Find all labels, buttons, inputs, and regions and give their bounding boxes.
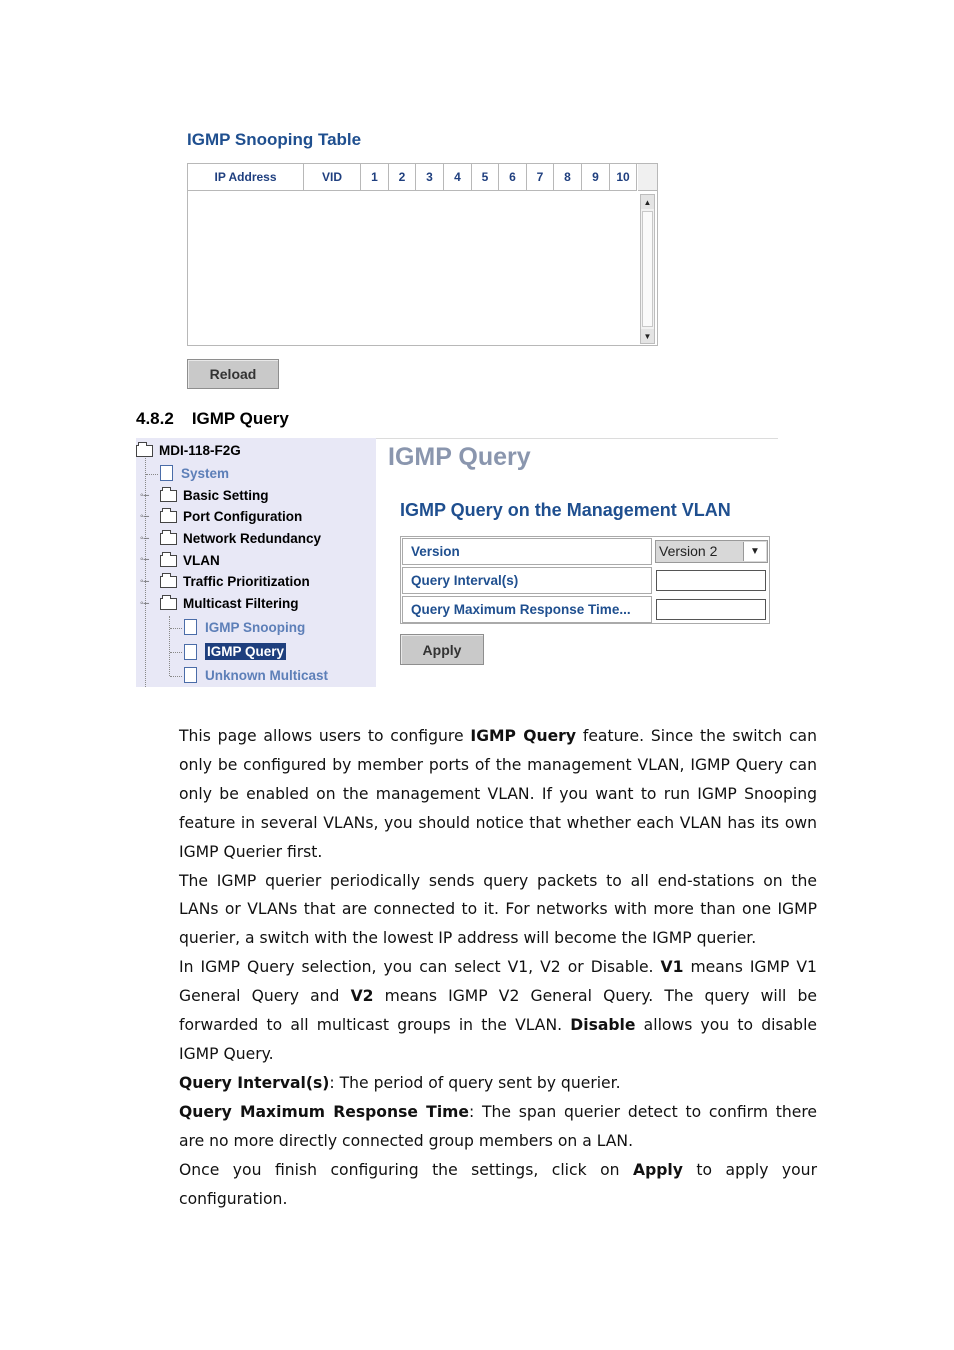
tree-item-label: Traffic Prioritization xyxy=(183,574,310,589)
column-port-8: 8 xyxy=(554,164,582,191)
tree-item-igmp-snooping[interactable] xyxy=(184,619,305,635)
chevron-down-icon[interactable]: ▼ xyxy=(743,542,766,561)
tree-item-unknown-multicast[interactable] xyxy=(184,667,328,683)
tree-item-igmp-query[interactable] xyxy=(184,643,286,660)
folder-icon xyxy=(160,533,177,545)
vertical-scrollbar[interactable] xyxy=(640,194,655,344)
paragraph-apply xyxy=(179,1156,817,1214)
text-run: : The period of query sent by querier. xyxy=(329,1073,621,1092)
page-icon xyxy=(184,644,197,660)
tree-item-basic-setting[interactable] xyxy=(160,488,269,503)
text-run: : The span querier detect to confirm there are no more directly connected group members on a LAN. xyxy=(179,1102,818,1150)
expand-icon[interactable]: ◦– xyxy=(140,490,150,501)
folder-icon xyxy=(160,576,177,588)
tree-item-label: Unknown Multicast xyxy=(205,667,329,683)
interval-row xyxy=(402,567,768,594)
snooping-table-header xyxy=(188,164,637,191)
query-form xyxy=(400,536,770,624)
max-response-label: Query Maximum Response Time... xyxy=(402,596,652,623)
bold-text: Apply xyxy=(633,1160,683,1179)
bold-text: V2 xyxy=(350,987,374,1006)
bold-text: V1 xyxy=(660,958,684,977)
page-icon xyxy=(160,465,173,481)
bold-text: Query Interval(s) xyxy=(179,1073,330,1092)
folder-icon xyxy=(160,511,177,523)
text-run: allows you to disable IGMP Query. xyxy=(179,1016,817,1063)
version-select-value: Version 2 xyxy=(659,543,718,559)
header-filler xyxy=(638,164,657,191)
tree-item-label: Network Redundancy xyxy=(183,531,322,546)
text-run: to apply your configuration. xyxy=(179,1160,817,1208)
expand-icon[interactable]: ◦– xyxy=(140,511,150,522)
page-title: IGMP Query xyxy=(388,443,531,471)
snooping-table-title: IGMP Snooping Table xyxy=(187,130,362,149)
column-port-2: 2 xyxy=(389,164,416,191)
page-icon xyxy=(184,619,197,635)
folder-icon xyxy=(160,555,177,567)
tree-item-label: IGMP Snooping xyxy=(205,619,306,635)
text-run: This page allows users to configure xyxy=(179,727,471,745)
collapse-icon[interactable]: ◦– xyxy=(140,598,150,609)
text-run: Once you finish configuring the settings, click on xyxy=(179,1160,633,1179)
paragraph-interval xyxy=(179,1069,817,1098)
section-number: 4.8.2 xyxy=(136,409,174,428)
column-port-4: 4 xyxy=(444,164,472,191)
tree-item-vlan[interactable] xyxy=(160,553,220,568)
scroll-up-icon[interactable]: ▲ xyxy=(641,195,654,209)
folder-icon xyxy=(136,445,153,457)
bold-text: Disable xyxy=(570,1016,636,1035)
paragraph-intro xyxy=(179,722,817,867)
column-port-1: 1 xyxy=(361,164,389,191)
section-title: IGMP Query xyxy=(191,409,289,428)
text-run: feature. Since the switch can only be configured by member ports of the management VLAN, IGMP Query can only be enabled on the management VLAN. If you want to run IGMP Snooping feature in several VLANs, you should notice that whether each VLAN has its own IGMP Querier first. xyxy=(179,727,817,861)
tree-item-system[interactable] xyxy=(160,465,229,481)
navigation-tree xyxy=(136,438,376,687)
bold-text: IGMP Query xyxy=(470,727,577,745)
tree-item-label: VLAN xyxy=(183,553,220,568)
version-select[interactable] xyxy=(655,540,768,563)
snooping-table xyxy=(187,163,658,346)
bold-text: Query Maximum Response Time xyxy=(179,1102,469,1121)
column-port-3: 3 xyxy=(416,164,444,191)
paragraph-selection xyxy=(179,953,817,1069)
tree-item-network-redundancy[interactable] xyxy=(160,531,321,546)
tree-item-label: IGMP Query xyxy=(207,644,285,659)
expand-icon[interactable]: ◦– xyxy=(140,554,150,565)
text-run: means IGMP V2 General Query. The query will be forwarded to all multicast groups in the VLAN. xyxy=(179,987,817,1035)
scroll-thumb[interactable] xyxy=(642,211,653,327)
tree-item-traffic-prioritization[interactable] xyxy=(160,574,310,589)
tree-item-label: System xyxy=(181,465,230,481)
paragraph-querier: The IGMP querier periodically sends query packets to all end-stations on the LANs or VLANs that are connected to it. For networks with more than one IGMP querier, a switch with the lowest IP address will become the IGMP querier. xyxy=(179,871,817,948)
tree-item-label: Multicast Filtering xyxy=(183,596,299,611)
query-subtitle: IGMP Query on the Management VLAN xyxy=(400,500,731,520)
column-port-9: 9 xyxy=(582,164,610,191)
column-port-6: 6 xyxy=(499,164,527,191)
body-text xyxy=(179,722,817,1213)
tree-root[interactable] xyxy=(136,443,241,458)
folder-icon xyxy=(160,490,177,502)
version-row xyxy=(402,538,768,565)
tree-item-label: Basic Setting xyxy=(183,488,269,503)
tree-item-port-configuration[interactable] xyxy=(160,509,302,524)
expand-icon[interactable]: ◦– xyxy=(140,533,150,544)
text-run: In IGMP Query selection, you can select V1, V2 or Disable. xyxy=(179,958,661,977)
column-ip-address: IP Address xyxy=(188,164,304,191)
expand-icon[interactable]: ◦– xyxy=(140,576,150,587)
folder-open-icon xyxy=(160,598,177,610)
version-label: Version xyxy=(402,538,652,565)
tree-item-label: Port Configuration xyxy=(183,509,303,524)
paragraph-max-response xyxy=(179,1098,817,1156)
interval-label: Query Interval(s) xyxy=(402,567,652,594)
scroll-down-icon[interactable]: ▼ xyxy=(641,329,654,343)
max-response-input[interactable] xyxy=(656,599,766,620)
reload-button[interactable]: Reload xyxy=(187,359,279,389)
column-port-5: 5 xyxy=(472,164,499,191)
apply-button[interactable]: Apply xyxy=(400,634,484,665)
interval-input[interactable] xyxy=(656,570,766,591)
column-port-10: 10 xyxy=(610,164,637,191)
max-response-row xyxy=(402,596,768,623)
section-heading xyxy=(136,409,289,429)
column-vid: VID xyxy=(304,164,361,191)
column-port-7: 7 xyxy=(527,164,554,191)
tree-item-multicast-filtering[interactable] xyxy=(160,596,299,611)
text-run: means IGMP V1 General Query and xyxy=(179,958,817,1006)
page-icon xyxy=(184,667,197,683)
tree-root-label: MDI-118-F2G xyxy=(159,443,241,458)
